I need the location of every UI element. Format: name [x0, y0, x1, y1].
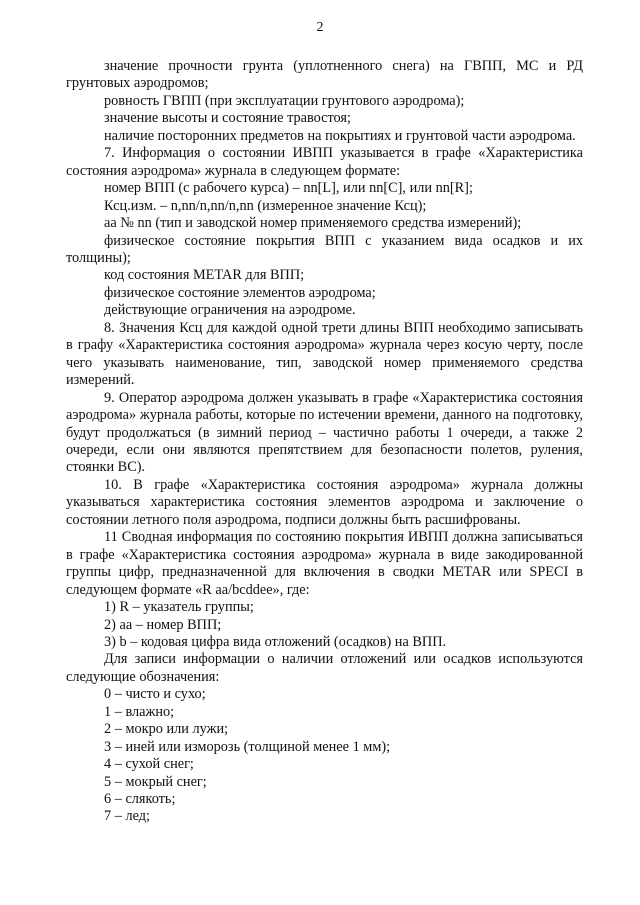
- paragraph-metar-code: код состояния METAR для ВПП;: [104, 267, 305, 284]
- paragraph-surface-condition: физическое состояние покрытия ВПП с указанием вида осадков и их толщины);: [66, 232, 583, 266]
- legend-item-2: 2 – мокро или лужи;: [104, 721, 229, 738]
- legend-item-4: 4 – сухой снег;: [104, 756, 194, 773]
- legend-item-0: 0 – чисто и сухо;: [104, 686, 206, 703]
- paragraph-deposit-legend-intro: Для записи информации о наличии отложений или осадков используются следующие обозначения:: [66, 651, 583, 685]
- paragraph-soil-strength: значение прочности грунта (уплотненного снега) на ГВПП, МС и РД грунтовых аэродромов;: [66, 58, 583, 92]
- paragraph-foreign-objects: наличие посторонних предметов на покрытиях и грунтовой части аэродрома.: [104, 127, 576, 144]
- paragraph-item-7: 7. Информация о состоянии ИВПП указывается в графе «Характеристика состояния аэродрома» журнала в следующем формате:: [66, 145, 583, 179]
- list-item-deposit-code: 3) b – кодовая цифра вида отложений (осадков) на ВПП.: [104, 633, 447, 650]
- list-item-runway-number: 2) aa – номер ВПП;: [104, 616, 222, 633]
- page-number: 2: [316, 20, 324, 35]
- list-item-group-indicator: 1) R – указатель группы;: [104, 599, 254, 616]
- paragraph-runway-evenness: ровность ГВПП (при эксплуатации грунтового аэродрома);: [104, 92, 465, 109]
- paragraph-item-11: 11 Сводная информация по состоянию покрытия ИВПП должна записываться в графе «Характеристика состояния аэродрома» журнала в виде закодированной группы цифр, предназначенной для включения в сводки METAR или SPECI в следующем формате «R aa/bcddee», где:: [66, 529, 583, 598]
- legend-item-7: 7 – лед;: [104, 808, 150, 825]
- legend-item-3: 3 – иней или изморозь (толщиной менее 1 мм);: [104, 738, 391, 755]
- legend-item-5: 5 – мокрый снег;: [104, 773, 207, 790]
- paragraph-grass-height: значение высоты и состояние травостоя;: [104, 110, 351, 127]
- paragraph-restrictions: действующие ограничения на аэродроме.: [104, 302, 356, 319]
- legend-item-6: 6 – слякоть;: [104, 791, 176, 808]
- paragraph-friction-measured: Ксц.изм. – n,nn/n,nn/n,nn (измеренное значение Ксц);: [104, 197, 427, 214]
- paragraph-item-8: 8. Значения Ксц для каждой одной трети длины ВПП необходимо записывать в графу «Характеристика состояния аэродрома» журнала через косую черту, после чего указывать наименование, тип, заводской номер применяемого средства измерений.: [66, 319, 583, 389]
- paragraph-runway-number: номер ВПП (с рабочего курса) – nn[L], или nn[C], или nn[R];: [104, 180, 473, 197]
- paragraph-item-9: 9. Оператор аэродрома должен указывать в графе «Характеристика состояния аэродрома» журнала работы, которые по истечении времени, данного на подготовку, будут продолжаться (в зимний период – частично работы 1 очереди, а также 2 очереди, если они являются препятствием для безопасности полетов, руления, стоянки ВС).: [66, 389, 583, 476]
- paragraph-measuring-device: aa № nn (тип и заводской номер применяемого средства измерений);: [104, 215, 522, 232]
- legend-item-1: 1 – влажно;: [104, 703, 175, 720]
- paragraph-item-10: 10. В графе «Характеристика состояния аэродрома» журнала должны указываться характеристика состояния элементов аэродрома и заключение о состоянии летного поля аэродрома, подписи должны быть расшифрованы.: [66, 476, 583, 528]
- paragraph-elements-condition: физическое состояние элементов аэродрома;: [104, 284, 376, 301]
